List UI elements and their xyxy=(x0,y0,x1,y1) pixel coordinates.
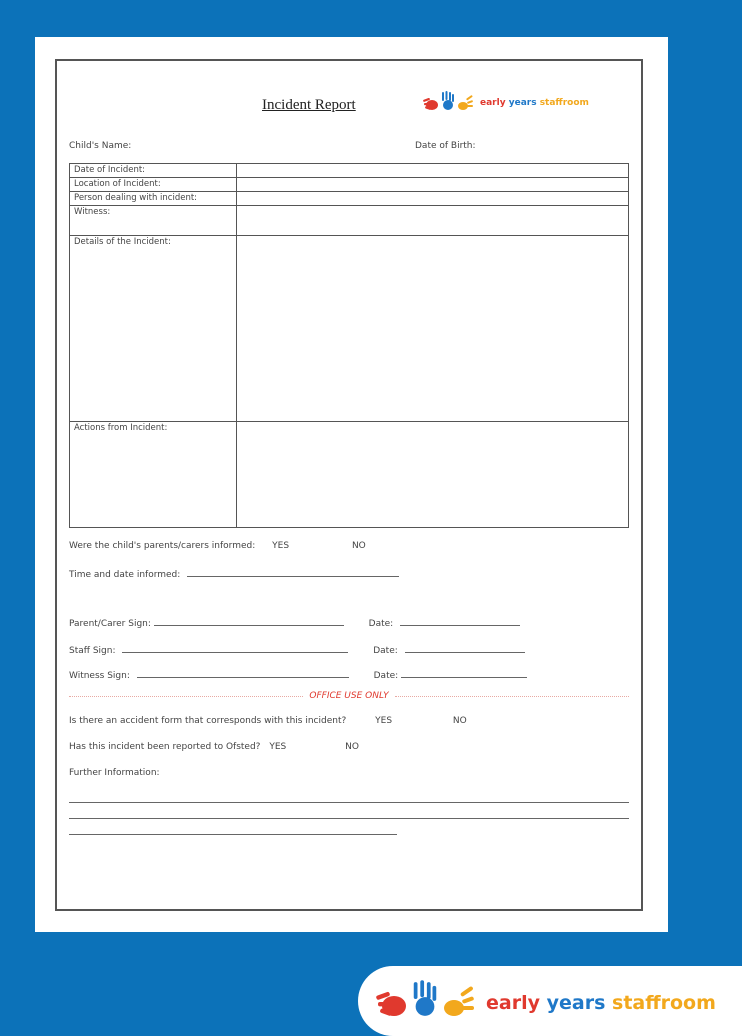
brand-logo-small xyxy=(422,91,589,114)
witness-sign-label: Witness Sign: xyxy=(69,671,130,681)
witness-sign-date-label: Date: xyxy=(373,671,399,681)
hands-logo-icon xyxy=(422,91,474,114)
time-date-informed-row xyxy=(69,567,399,580)
person-dealing-field[interactable] xyxy=(237,192,629,206)
date-of-incident-label: Date of Incident: xyxy=(70,164,237,178)
details-of-incident-label: Details of the Incident: xyxy=(70,236,237,422)
staff-sign-line[interactable] xyxy=(122,643,348,653)
witness-sign-line[interactable] xyxy=(137,668,349,678)
witness-sign-row xyxy=(69,668,527,681)
further-info-label: Further Information: xyxy=(69,768,160,778)
brand-name-small xyxy=(480,98,589,108)
date-of-birth-label: Date of Birth: xyxy=(415,141,476,151)
hands-logo-icon xyxy=(374,980,476,1023)
blue-hand-icon xyxy=(440,91,456,114)
time-date-informed-line[interactable] xyxy=(187,567,399,577)
ofsted-question: Has this incident been reported to Ofsted? xyxy=(69,742,261,752)
ofsted-row xyxy=(69,742,359,752)
red-hand-icon xyxy=(422,95,440,114)
document-page xyxy=(35,37,668,932)
parents-informed-no[interactable]: NO xyxy=(351,541,366,551)
witness-label: Witness: xyxy=(70,206,237,236)
accident-form-row xyxy=(69,716,467,726)
parent-sign-line[interactable] xyxy=(154,616,344,626)
accident-form-question: Is there an accident form that corresponds with this incident? xyxy=(69,716,347,726)
parents-informed-label: Were the child's parents/carers informed: xyxy=(69,541,256,551)
table-row xyxy=(70,236,629,422)
office-use-only-label: OFFICE USE ONLY xyxy=(309,691,389,701)
brand-word-years: years xyxy=(508,97,537,108)
location-of-incident-field[interactable] xyxy=(237,178,629,192)
dotted-divider-left xyxy=(69,695,303,697)
further-info-line[interactable] xyxy=(69,818,629,819)
table-row xyxy=(70,164,629,178)
date-of-incident-field[interactable] xyxy=(237,164,629,178)
form-title: Incident Report xyxy=(262,97,356,113)
brand-footer-badge xyxy=(358,966,742,1036)
table-row xyxy=(70,422,629,528)
witness-sign-date-line[interactable] xyxy=(401,668,527,678)
table-row xyxy=(70,206,629,236)
brand-word-early: early xyxy=(486,992,540,1014)
details-of-incident-field[interactable] xyxy=(237,236,629,422)
dotted-divider-right xyxy=(395,695,629,697)
staff-sign-date-label: Date: xyxy=(373,646,398,656)
accident-form-yes[interactable]: YES xyxy=(375,716,393,726)
staff-sign-label: Staff Sign: xyxy=(69,646,116,656)
brand-name xyxy=(486,992,716,1014)
person-dealing-label: Person dealing with incident: xyxy=(70,192,237,206)
incident-details-table xyxy=(69,163,629,528)
ofsted-yes[interactable]: YES xyxy=(269,742,287,752)
table-row xyxy=(70,192,629,206)
office-use-divider xyxy=(69,691,629,701)
brand-word-staffroom: staffroom xyxy=(612,992,716,1014)
parent-sign-date-label: Date: xyxy=(368,619,394,629)
actions-from-incident-field[interactable] xyxy=(237,422,629,528)
brand-word-staffroom: staffroom xyxy=(539,97,589,108)
actions-from-incident-label: Actions from Incident: xyxy=(70,422,237,528)
further-info-line[interactable] xyxy=(69,834,397,835)
red-hand-icon xyxy=(374,986,410,1023)
yellow-hand-icon xyxy=(440,986,476,1023)
witness-field[interactable] xyxy=(237,206,629,236)
brand-word-early: early xyxy=(480,97,506,108)
parents-informed-yes[interactable]: YES xyxy=(272,541,290,551)
blue-hand-icon xyxy=(410,980,440,1023)
table-row xyxy=(70,178,629,192)
staff-sign-date-line[interactable] xyxy=(405,643,525,653)
brand-word-years: years xyxy=(546,992,606,1014)
parent-sign-row xyxy=(69,616,520,629)
accident-form-no[interactable]: NO xyxy=(452,716,467,726)
parent-sign-date-line[interactable] xyxy=(400,616,520,626)
parent-sign-label: Parent/Carer Sign: xyxy=(69,619,151,629)
childs-name-label: Child's Name: xyxy=(69,141,132,151)
staff-sign-row xyxy=(69,643,525,656)
further-info-row xyxy=(69,768,160,778)
incident-report-form xyxy=(55,59,643,911)
time-date-informed-label: Time and date informed: xyxy=(69,570,181,580)
ofsted-no[interactable]: NO xyxy=(345,742,359,752)
further-info-line[interactable] xyxy=(69,802,629,803)
location-of-incident-label: Location of Incident: xyxy=(70,178,237,192)
parents-informed-row xyxy=(69,541,366,551)
yellow-hand-icon xyxy=(456,95,474,114)
